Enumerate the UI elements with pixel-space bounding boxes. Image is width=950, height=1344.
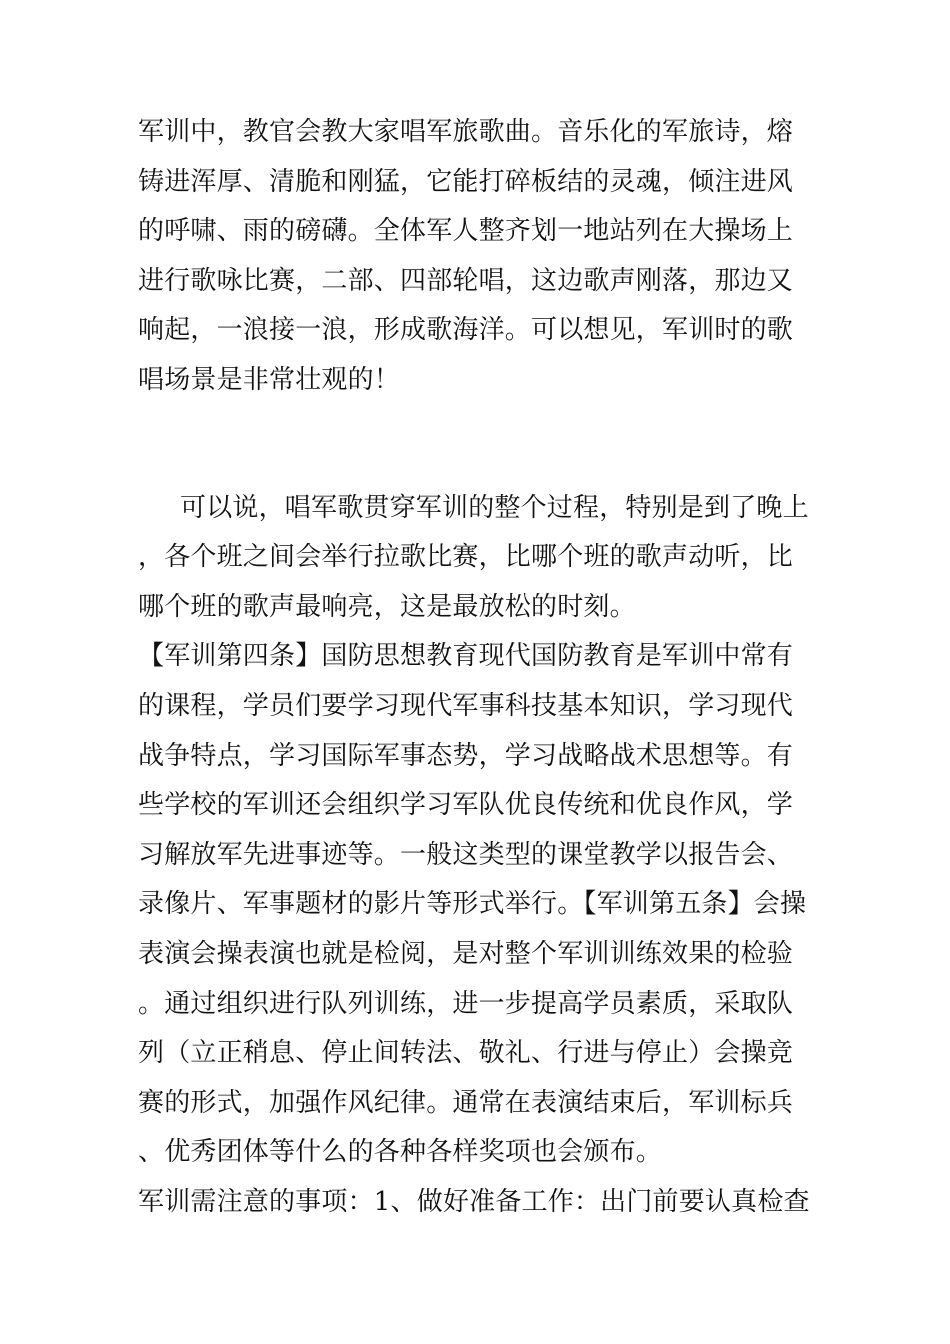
paragraph-song-contest: 可以说，唱军歌贯穿军训的整个过程，特别是到了晚上，各个班之间会举行拉歌比赛，比哪个班的歌声动听，比哪个班的歌声最响亮，这是最放松的时刻。 [138, 492, 809, 622]
paragraph-precautions: 军训需注意的事项：1、做好准备工作：出门前要认真检查 [138, 1186, 810, 1217]
paragraph-gap [138, 406, 810, 484]
document-page [138, 108, 810, 1227]
paragraph-rules-four-five: 【军训第四条】国防思想教育现代国防教育是军训中常有的课程，学员们要学习现代军事科技基本知识，学习现代战争特点，学习国际军事态势，学习战略战术思想等。有些学校的军训还会组织学习军队优良传统和优良作风，学习解放军先进事迹等。一般这类型的课堂教学以报告会、录像片、军事题材的影片等形式举行。【军训第五条】会操表演会操表演也就是检阅，是对整个军训训练效果的检验。通过组织进行队列训练，进一步提高学员素质，采取队列（立正稍息、停止间转法、敬礼、行进与停止）会操竞赛的形式，加强作风纪律。通常在表演结束后，军训标兵、优秀团体等什么的各种各样奖项也会颁布。 [138, 641, 807, 1168]
paragraph-singing: 军训中，教官会教大家唱军旅歌曲。音乐化的军旅诗，熔铸进浑厚、清脆和刚猛，它能打碎板结的灵魂，倾注进风的呼啸、雨的磅礴。全体军人整齐划一地站列在大操场上进行歌咏比赛，二部、四部轮唱，这边歌声刚落，那边又响起，一浪接一浪，形成歌海洋。可以想见，军训时的歌唱场景是非常壮观的！ [138, 117, 794, 395]
